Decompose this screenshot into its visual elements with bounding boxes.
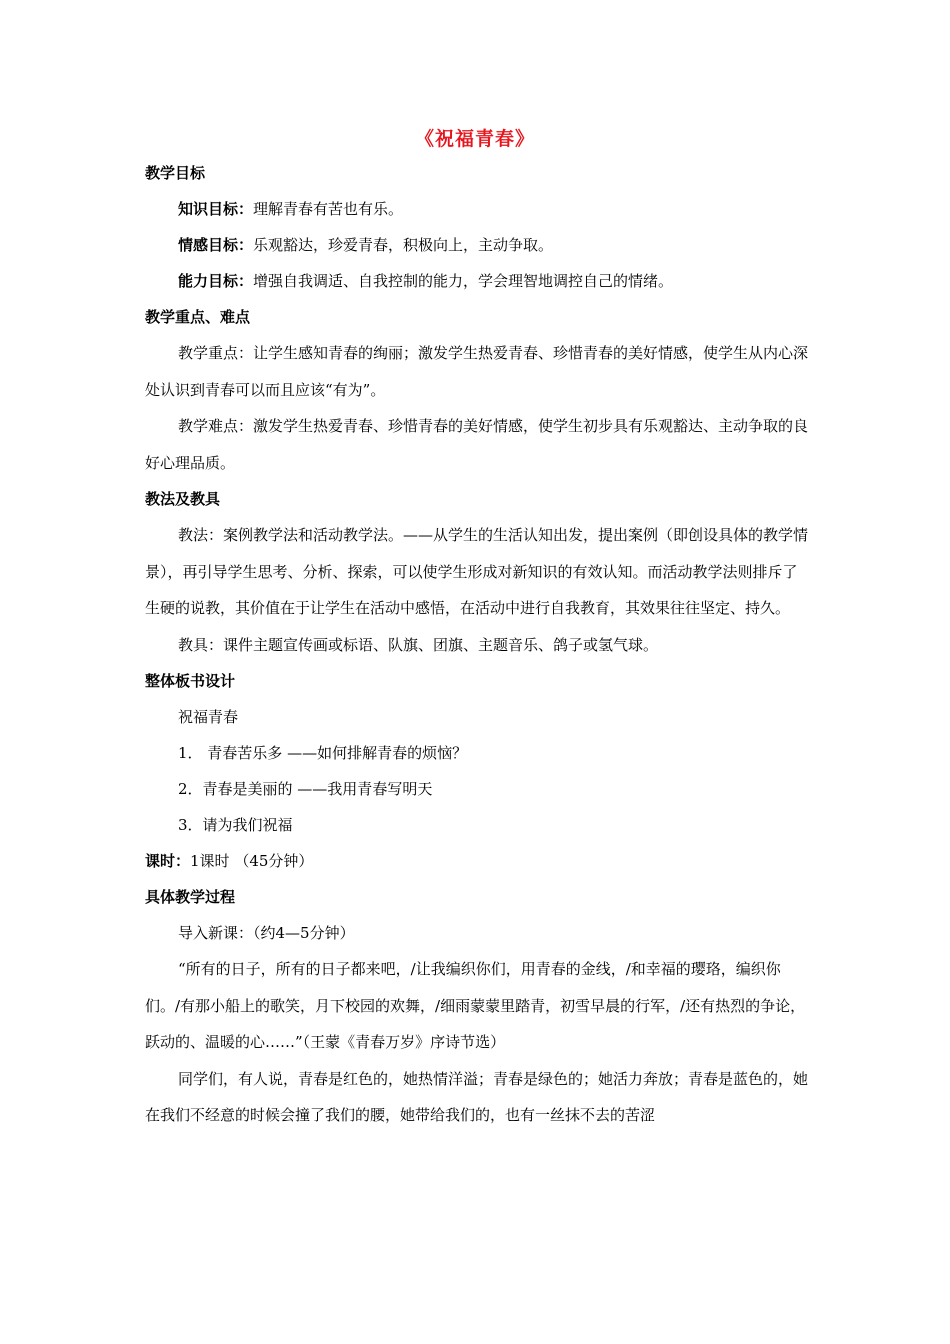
- keypoint-difficulty: 教学难点：激发学生热爱青春、珍惜青春的美好情感，使学生初步具有乐观豁达、主动争取的良好心理品质。: [145, 417, 809, 472]
- goal-ability-label: 能力目标：: [178, 272, 254, 290]
- process-poem: “所有的日子，所有的日子都来吧，/让我编织你们，用青春的金线，/和幸福的璎珞，编织你们。/有那小船上的歌笑，月下校园的欢舞，/细雨蒙蒙里踏青，初雪早晨的行军，/还有热烈的争论，跃动的、温暖的心……”（王蒙《青春万岁》序诗节选）: [145, 960, 806, 1051]
- board-title: 祝福青春: [178, 708, 239, 726]
- tools-paragraph: 教具：课件主题宣传画或标语、队旗、团旗、主题音乐、鸽子或氢气球。: [178, 635, 659, 654]
- class-period: [145, 850, 810, 886]
- goal-ability-text: 增强自我调适、自我控制的能力，学会理智地调控自己的情绪。: [253, 272, 674, 290]
- keypoint-focus: 教学重点：让学生感知青春的绚丽；激发学生热爱青春、珍惜青春的美好情感，使学生从内心深处认识到青春可以而且应该“有为”。: [145, 344, 809, 399]
- document-body: [145, 162, 810, 1141]
- goal-ability: [145, 270, 810, 306]
- class-period-text: 1课时 （45分钟）: [190, 852, 314, 870]
- section-heading-board: 整体板书设计: [145, 672, 236, 690]
- board-item-2: 2．青春是美丽的 ——我用青春写明天: [178, 780, 433, 798]
- goal-emotion-label: 情感目标：: [178, 236, 254, 254]
- goal-knowledge-text: 理解青春有苦也有乐。: [253, 200, 404, 218]
- goal-knowledge-label: 知识目标：: [178, 200, 254, 218]
- section-heading-process: 具体教学过程: [145, 888, 236, 906]
- board-item-1: 1． 青春苦乐多 ——如何排解青春的烦恼？: [178, 744, 468, 762]
- board-item-3: 3．请为我们祝福: [178, 816, 293, 834]
- section-heading-goals: 教学目标: [145, 164, 206, 182]
- document-title: 《祝福青春》: [414, 128, 535, 150]
- method-paragraph: 教法：案例教学法和活动教学法。——从学生的生活认知出发，提出案例（即创设具体的教学情景），再引导学生思考、分析、探索，可以使学生形成对新知识的有效认知。而活动教学法则排斥了生硬的说教，其价值在于让学生在活动中感悟，在活动中进行自我教育，其效果往往坚定、持久。: [145, 526, 809, 617]
- section-heading-keypoints: 教学重点、难点: [145, 308, 251, 326]
- goal-emotion-text: 乐观豁达，珍爱青春，积极向上，主动争取。: [253, 236, 554, 254]
- goal-knowledge: [145, 198, 810, 234]
- section-heading-methods: 教法及教具: [145, 490, 221, 508]
- class-period-label: 课时：: [145, 852, 191, 870]
- goal-emotion: [145, 234, 810, 270]
- process-talk: 同学们，有人说，青春是红色的，她热情洋溢；青春是绿色的；她活力奔放；青春是蓝色的，她在我们不经意的时候会撞了我们的腰，她带给我们的，也有一丝抹不去的苦涩: [145, 1069, 809, 1124]
- process-intro: 导入新课：（约4—5分钟）: [178, 924, 355, 942]
